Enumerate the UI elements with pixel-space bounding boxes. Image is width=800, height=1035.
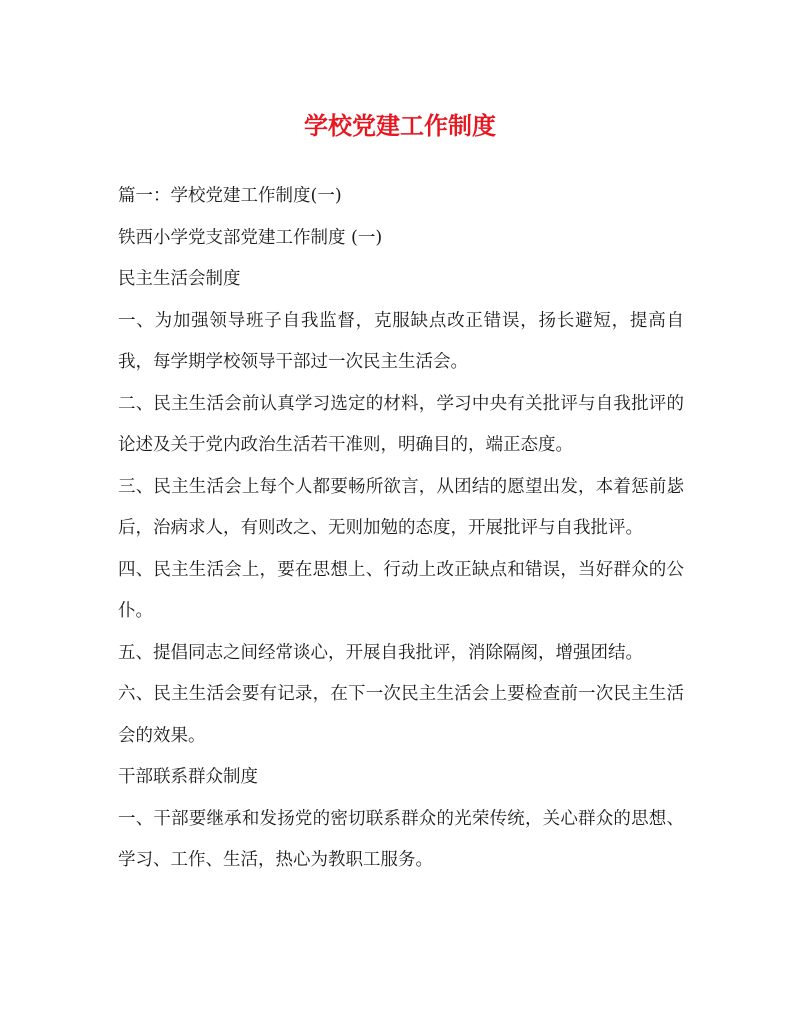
rule-item: 五、提倡同志之间经常谈心，开展自我批评，消除隔阂，增强团结。 <box>118 642 643 663</box>
rule-item: 二、民主生活会前认真学习选定的材料，学习中央有关批评与自我批评的论述及关于党内政治生活若干准则，明确目的，端正态度。 <box>118 393 684 455</box>
rule-item: 四、民主生活会上，要在思想上、行动上改正缺点和错误，当好群众的公仆。 <box>118 559 684 621</box>
subsection-heading: 铁西小学党支部党建工作制度 (一) <box>118 227 383 248</box>
rule-item: 三、民主生活会上每个人都要畅所欲言，从团结的愿望出发，本着惩前毖后，治病求人，有则改之、无则加勉的态度，开展批评与自我批评。 <box>118 476 684 538</box>
section-heading: 篇一：学校党建工作制度(一) <box>118 186 342 206</box>
rule-heading: 干部联系群众制度 <box>118 767 258 787</box>
rule-item: 六、民主生活会要有记录，在下一次民主生活会上要检查前一次民主生活会的效果。 <box>118 684 684 746</box>
rule-item: 一、为加强领导班子自我监督，克服缺点改正错误，扬长避短，提高自我，每学期学校领导干部过一次民主生活会。 <box>118 310 684 372</box>
rule-heading: 民主生活会制度 <box>118 269 241 289</box>
document-body <box>118 176 684 882</box>
rule-item: 一、干部要继承和发扬党的密切联系群众的光荣传统，关心群众的思想、学习、工作、生活，热心为教职工服务。 <box>118 808 684 870</box>
document-title: 学校党建工作制度 <box>304 111 496 140</box>
